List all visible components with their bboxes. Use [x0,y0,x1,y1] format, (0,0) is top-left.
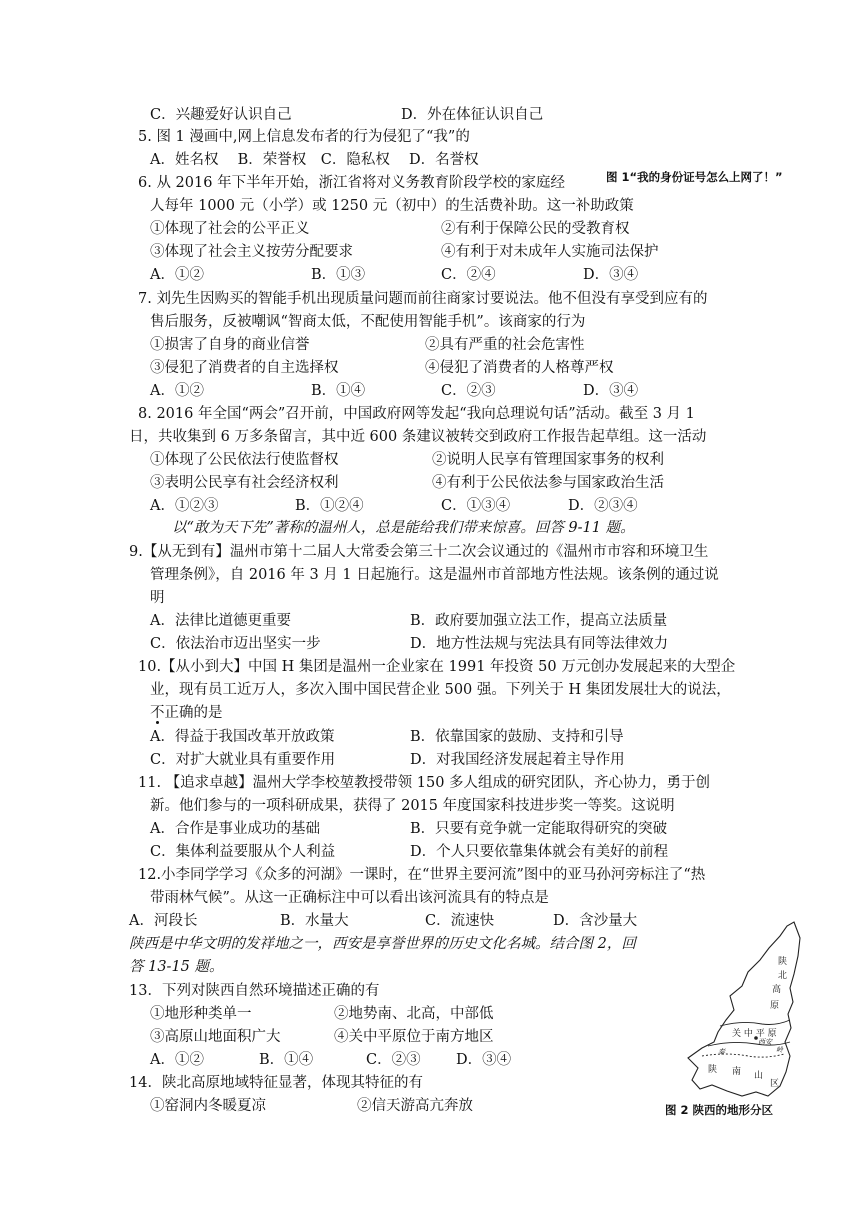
q7-option-b: B．①④ [311,383,366,399]
q4-option-c: C．兴趣爱好认识自己 [150,107,292,123]
q12-stem-line2: 带雨林气候”。从这一正确标注中可以看出该河流具有的特点是 [150,890,549,906]
map-label-south-2: 南 [732,1067,742,1077]
q6-statement-2: ②有利于保障公民的受教育权 [441,221,630,237]
section-intro-13-15-line1: 陕西是中华文明的发祥地之一，西安是享誉世界的历史文化名城。结合图 2，回 [129,936,636,952]
map-label-qinling-2: 岭 [776,1046,783,1054]
q12-stem-line1: 12.小李同学学习《众多的河湖》一课时，在“世界主要河流”图中的亚马孙河旁标注了“热 [138,867,706,883]
q9-option-a: A．法律比道德更重要 [150,613,291,629]
q8-statement-4: ④有利于公民依法参与国家政治生活 [432,475,664,491]
qinling-ridge [702,1054,784,1057]
q7-statement-4: ④侵犯了消费者的人格尊严权 [425,360,614,376]
map-label-qinling-1: 秦 [718,1048,725,1056]
section-intro-13-15-line2: 答 13-15 题。 [129,959,224,975]
q7-statement-1: ①损害了自身的商业信誉 [150,337,310,353]
q12-option-d: D．含沙量大 [553,913,638,929]
q13-statement-3: ③高原山地面积广大 [150,1029,281,1045]
q9-option-c: C．依法治市迈出坚实一步 [150,636,321,652]
q9-option-d: D．地方性法规与宪法具有同等法律效力 [410,636,669,652]
q10-stem-line2: 业，现有员工近万人，多次入围中国民营企业 500 强。下列关于 H 集团发展壮大的说法， [150,682,731,698]
q11-option-b: B．只要有竞争就一定能取得研究的突破 [410,821,668,837]
q13-option-b: B．①④ [259,1052,314,1068]
q14-statement-1: ①窑洞内冬暖夏凉 [150,1098,266,1114]
q14-statement-2: ②信天游高亢奔放 [357,1098,473,1114]
q8-option-d: D．②③④ [568,498,638,514]
map-label-plain: 关 中 平 原 [732,1029,777,1039]
q7-statement-3: ③侵犯了消费者的自主选择权 [150,360,339,376]
q11-option-c: C．集体利益要服从个人利益 [150,844,336,860]
map-label-south-4: 区 [770,1079,780,1089]
q5-stem: 5. 图 1 漫画中,网上信息发布者的行为侵犯了“我”的 [138,129,470,145]
q8-statement-1: ①体现了公民依法行使监督权 [150,452,339,468]
emphasis-not-char: 不 [150,705,165,721]
q7-option-c: C．②③ [441,383,496,399]
shaanxi-terrain-map [672,916,812,1102]
q7-stem-line1: 7. 刘先生因购买的智能手机出现质量问题而前往商家讨要说法。他不但没有享受到应有的 [138,291,708,307]
q6-statement-3: ③体现了社会主义按劳分配要求 [150,244,353,260]
q8-option-a: A．①②③ [150,498,219,514]
figure-2-caption: 图 2 陕西的地形分区 [665,1103,774,1117]
map-label-north-1: 陕 [778,957,788,967]
q11-stem-line1: 11. 【追求卓越】温州大学李校堃教授带领 150 多人组成的研究团队，齐心协力，勇于创 [138,775,711,791]
q6-statement-4: ④有利于对未成年人实施司法保护 [441,244,659,260]
q9-stem-line3: 明 [150,590,165,606]
q12-option-a: A．河段长 [129,913,198,929]
q13-option-a: A．①② [150,1052,204,1068]
map-label-north-2: 北 [778,971,788,981]
q10-stem-line1: 10.【从小到大】中国 H 集团是温州一企业家在 1991 年投资 50 万元创办发展起来的大型企 [138,659,736,675]
q7-option-a: A．①② [150,383,204,399]
map-label-south-1: 陕 [708,1065,718,1075]
q6-option-c: C．②④ [441,267,496,283]
q7-statement-2: ②具有严重的社会危害性 [425,337,585,353]
q9-option-b: B．政府要加强立法工作，提高立法质量 [410,613,668,629]
q8-statement-2: ②说明人民享有管理国家事务的权利 [432,452,664,468]
q8-option-c: C．①③④ [441,498,511,514]
q11-option-d: D．个人只要依靠集体就会有美好的前程 [410,844,669,860]
q10-option-d: D．对我国经济发展起着主导作用 [410,752,625,768]
q8-option-b: B．①②④ [295,498,364,514]
map-label-north-3: 高 [772,985,782,995]
q6-statement-1: ①体现了社会的公平正义 [150,221,310,237]
q12-option-b: B．水量大 [280,913,349,929]
q10-option-b: B．依靠国家的鼓励、支持和引导 [410,729,624,745]
q6-option-a: A．①② [150,267,204,283]
q10-stem-line3-text: 正确的是 [164,705,223,721]
section-intro-9-11: 以“敢为天下先”著称的温州人，总是能给我们带来惊喜。回答 9-11 题。 [172,520,635,536]
q10-stem-line3 [150,702,223,724]
q8-statement-3: ③表明公民享有社会经济权利 [150,475,339,491]
map-label-xian: 西安 [758,1038,772,1046]
q14-stem: 14．陕北高原地域特征显著，体现其特征的有 [129,1075,423,1091]
q10-option-c: C．对扩大就业具有重要作用 [150,752,336,768]
q13-statement-2: ②地势南、北高，中部低 [334,1006,494,1022]
q5-options: A．姓名权 B．荣誉权 C．隐私权 D．名誉权 [150,152,479,168]
q7-option-d: D．③④ [583,383,639,399]
q7-stem-line2: 售后服务，反被嘲讽“智商太低，不配使用智能手机”。该商家的行为 [150,314,586,330]
q6-option-d: D．③④ [583,267,639,283]
plain-boundary-north [720,1020,790,1026]
q10-option-a: A．得益于我国改革开放政策 [150,729,335,745]
shaanxi-outline [688,922,800,1096]
q8-stem-line1: 8. 2016 年全国“两会”召开前，中国政府网等发起“我向总理说句话”活动。截至 3 月 1 [138,406,695,422]
q6-stem-line1: 6. 从 2016 年下半年开始，浙江省将对义务教育阶段学校的家庭经 [138,175,566,191]
q13-statement-4: ④关中平原位于南方地区 [334,1029,494,1045]
q13-option-d: D．③④ [456,1052,512,1068]
map-label-south-3: 山 [754,1071,764,1081]
q6-stem-line2: 人每年 1000 元（小学）或 1250 元（初中）的生活费补助。这一补助政策 [150,198,634,214]
map-label-north-4: 原 [770,1001,780,1011]
figure-1-caption: 图 1“我的身份证号怎么上网了！” [606,170,783,184]
q13-statement-1: ①地形种类单一 [150,1006,252,1022]
q4-option-d: D．外在体征认识自己 [401,107,544,123]
q11-stem-line2: 新。他们参与的一项科研成果，获得了 2015 年度国家科技进步奖一等奖。这说明 [150,798,675,814]
q11-option-a: A．合作是事业成功的基础 [150,821,320,837]
q9-stem-line2: 管理条例》，自 2016 年 3 月 1 日起施行。这是温州市首部地方性法规。该条例的通过说 [150,567,719,583]
q13-option-c: C．②③ [366,1052,421,1068]
q13-stem: 13．下列对陕西自然环境描述正确的有 [129,983,380,999]
q12-option-c: C．流速快 [425,913,495,929]
q8-stem-line2: 日，共收集到 6 万多条留言，其中近 600 条建议被转交到政府工作报告起草组。这一活动 [129,429,707,445]
q9-stem-line1: 9.【从无到有】温州市第十二届人大常委会第三十二次会议通过的《温州市市容和环境卫生 [129,544,709,560]
q6-option-b: B．①③ [311,267,366,283]
